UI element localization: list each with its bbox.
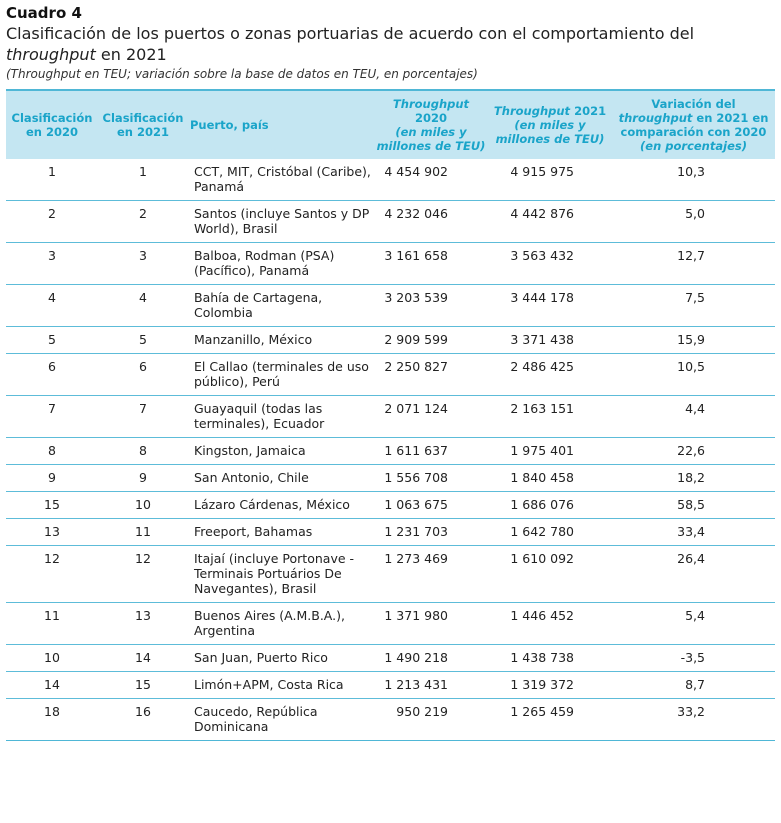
ports-table bbox=[6, 89, 775, 741]
variation-cell: 12,7 bbox=[612, 243, 775, 285]
throughput-2021-cell: 3 371 438 bbox=[488, 327, 612, 354]
throughput-2020-cell: 2 250 827 bbox=[374, 354, 488, 396]
rank-2020-cell: 18 bbox=[6, 699, 98, 741]
table-row bbox=[6, 243, 775, 285]
port-cell: Kingston, Jamaica bbox=[188, 438, 374, 465]
header-rank-2021: Clasificación en 2021 bbox=[98, 90, 188, 159]
variation-cell: 5,0 bbox=[612, 201, 775, 243]
throughput-2021-cell: 1 642 780 bbox=[488, 519, 612, 546]
throughput-2020-cell: 1 556 708 bbox=[374, 465, 488, 492]
throughput-2020-cell: 2 071 124 bbox=[374, 396, 488, 438]
throughput-2021-cell: 3 444 178 bbox=[488, 285, 612, 327]
table-row bbox=[6, 438, 775, 465]
throughput-2020-cell: 1 213 431 bbox=[374, 672, 488, 699]
table-row bbox=[6, 546, 775, 603]
throughput-2021-cell: 1 438 738 bbox=[488, 645, 612, 672]
table-label: Cuadro 4 bbox=[6, 4, 82, 22]
variation-cell: 10,5 bbox=[612, 354, 775, 396]
port-cell: Bahía de Cartagena, Colombia bbox=[188, 285, 374, 327]
table-row bbox=[6, 201, 775, 243]
rank-2020-cell: 2 bbox=[6, 201, 98, 243]
throughput-2021-cell: 2 486 425 bbox=[488, 354, 612, 396]
throughput-2021-cell: 1 265 459 bbox=[488, 699, 612, 741]
throughput-2021-cell: 4 915 975 bbox=[488, 159, 612, 201]
port-cell: Caucedo, República Dominicana bbox=[188, 699, 374, 741]
throughput-2021-cell: 1 446 452 bbox=[488, 603, 612, 645]
rank-2021-cell: 4 bbox=[98, 285, 188, 327]
rank-2020-cell: 4 bbox=[6, 285, 98, 327]
port-cell: CCT, MIT, Cristóbal (Caribe), Panamá bbox=[188, 159, 374, 201]
header-throughput-2020: Throughput 2020 (en miles y millones de TEU) bbox=[374, 90, 488, 159]
table-body bbox=[6, 159, 775, 741]
rank-2021-cell: 13 bbox=[98, 603, 188, 645]
throughput-2020-cell: 1 371 980 bbox=[374, 603, 488, 645]
variation-cell: 15,9 bbox=[612, 327, 775, 354]
variation-cell: 8,7 bbox=[612, 672, 775, 699]
throughput-2020-cell: 1 273 469 bbox=[374, 546, 488, 603]
port-cell: El Callao (terminales de uso público), Perú bbox=[188, 354, 374, 396]
variation-cell: 10,3 bbox=[612, 159, 775, 201]
throughput-2020-cell: 1 063 675 bbox=[374, 492, 488, 519]
port-cell: Itajaí (incluye Portonave - Terminais Portuários De Navegantes), Brasil bbox=[188, 546, 374, 603]
header-port: Puerto, país bbox=[188, 90, 374, 159]
rank-2020-cell: 3 bbox=[6, 243, 98, 285]
variation-cell: 5,4 bbox=[612, 603, 775, 645]
rank-2020-cell: 14 bbox=[6, 672, 98, 699]
table-subtitle: (Throughput en TEU; variación sobre la base de datos en TEU, en porcentajes) bbox=[6, 67, 478, 81]
rank-2020-cell: 8 bbox=[6, 438, 98, 465]
table-row bbox=[6, 285, 775, 327]
variation-cell: 22,6 bbox=[612, 438, 775, 465]
variation-cell: 33,2 bbox=[612, 699, 775, 741]
rank-2021-cell: 14 bbox=[98, 645, 188, 672]
table-title: Clasificación de los puertos o zonas portuarias de acuerdo con el comportamiento del throughput en 2021 bbox=[6, 24, 695, 64]
table-row bbox=[6, 603, 775, 645]
port-cell: Balboa, Rodman (PSA) (Pacífico), Panamá bbox=[188, 243, 374, 285]
port-cell: Buenos Aires (A.M.B.A.), Argentina bbox=[188, 603, 374, 645]
header-rank-2020: Clasificación en 2020 bbox=[6, 90, 98, 159]
throughput-2020-cell: 4 454 902 bbox=[374, 159, 488, 201]
rank-2020-cell: 12 bbox=[6, 546, 98, 603]
rank-2021-cell: 10 bbox=[98, 492, 188, 519]
throughput-2020-cell: 1 231 703 bbox=[374, 519, 488, 546]
rank-2021-cell: 7 bbox=[98, 396, 188, 438]
table-row bbox=[6, 672, 775, 699]
variation-cell: 7,5 bbox=[612, 285, 775, 327]
throughput-2020-cell: 3 161 658 bbox=[374, 243, 488, 285]
rank-2020-cell: 7 bbox=[6, 396, 98, 438]
throughput-2020-cell: 950 219 bbox=[374, 699, 488, 741]
variation-cell: 18,2 bbox=[612, 465, 775, 492]
variation-cell: 58,5 bbox=[612, 492, 775, 519]
port-cell: San Juan, Puerto Rico bbox=[188, 645, 374, 672]
rank-2021-cell: 15 bbox=[98, 672, 188, 699]
port-cell: San Antonio, Chile bbox=[188, 465, 374, 492]
rank-2021-cell: 8 bbox=[98, 438, 188, 465]
table-row bbox=[6, 465, 775, 492]
rank-2020-cell: 9 bbox=[6, 465, 98, 492]
throughput-2020-cell: 4 232 046 bbox=[374, 201, 488, 243]
table-row bbox=[6, 354, 775, 396]
throughput-2020-cell: 1 611 637 bbox=[374, 438, 488, 465]
throughput-2021-cell: 1 840 458 bbox=[488, 465, 612, 492]
header-throughput-2021: Throughput 2021 (en miles y millones de TEU) bbox=[488, 90, 612, 159]
rank-2020-cell: 13 bbox=[6, 519, 98, 546]
rank-2020-cell: 5 bbox=[6, 327, 98, 354]
rank-2020-cell: 11 bbox=[6, 603, 98, 645]
variation-cell: 26,4 bbox=[612, 546, 775, 603]
table-row bbox=[6, 159, 775, 201]
throughput-2020-cell: 2 909 599 bbox=[374, 327, 488, 354]
rank-2020-cell: 6 bbox=[6, 354, 98, 396]
table-row bbox=[6, 519, 775, 546]
throughput-2020-cell: 3 203 539 bbox=[374, 285, 488, 327]
throughput-2021-cell: 1 319 372 bbox=[488, 672, 612, 699]
rank-2021-cell: 11 bbox=[98, 519, 188, 546]
rank-2021-cell: 1 bbox=[98, 159, 188, 201]
throughput-2021-cell: 3 563 432 bbox=[488, 243, 612, 285]
rank-2021-cell: 5 bbox=[98, 327, 188, 354]
throughput-2021-cell: 2 163 151 bbox=[488, 396, 612, 438]
rank-2021-cell: 12 bbox=[98, 546, 188, 603]
rank-2021-cell: 2 bbox=[98, 201, 188, 243]
rank-2020-cell: 15 bbox=[6, 492, 98, 519]
port-cell: Guayaquil (todas las terminales), Ecuador bbox=[188, 396, 374, 438]
rank-2021-cell: 9 bbox=[98, 465, 188, 492]
throughput-2021-cell: 4 442 876 bbox=[488, 201, 612, 243]
rank-2021-cell: 6 bbox=[98, 354, 188, 396]
rank-2021-cell: 3 bbox=[98, 243, 188, 285]
port-cell: Santos (incluye Santos y DP World), Brasil bbox=[188, 201, 374, 243]
throughput-2021-cell: 1 610 092 bbox=[488, 546, 612, 603]
table-row bbox=[6, 699, 775, 741]
variation-cell: -3,5 bbox=[612, 645, 775, 672]
rank-2021-cell: 16 bbox=[98, 699, 188, 741]
variation-cell: 33,4 bbox=[612, 519, 775, 546]
port-cell: Manzanillo, México bbox=[188, 327, 374, 354]
table-header-row bbox=[6, 90, 775, 159]
table-row bbox=[6, 327, 775, 354]
port-cell: Freeport, Bahamas bbox=[188, 519, 374, 546]
throughput-2020-cell: 1 490 218 bbox=[374, 645, 488, 672]
throughput-2021-cell: 1 975 401 bbox=[488, 438, 612, 465]
rank-2020-cell: 1 bbox=[6, 159, 98, 201]
rank-2020-cell: 10 bbox=[6, 645, 98, 672]
table-row bbox=[6, 396, 775, 438]
variation-cell: 4,4 bbox=[612, 396, 775, 438]
table-row bbox=[6, 645, 775, 672]
throughput-2021-cell: 1 686 076 bbox=[488, 492, 612, 519]
port-cell: Limón+APM, Costa Rica bbox=[188, 672, 374, 699]
table-row bbox=[6, 492, 775, 519]
header-variation: Variación del throughput en 2021 en comparación con 2020 (en porcentajes) bbox=[612, 90, 775, 159]
port-cell: Lázaro Cárdenas, México bbox=[188, 492, 374, 519]
